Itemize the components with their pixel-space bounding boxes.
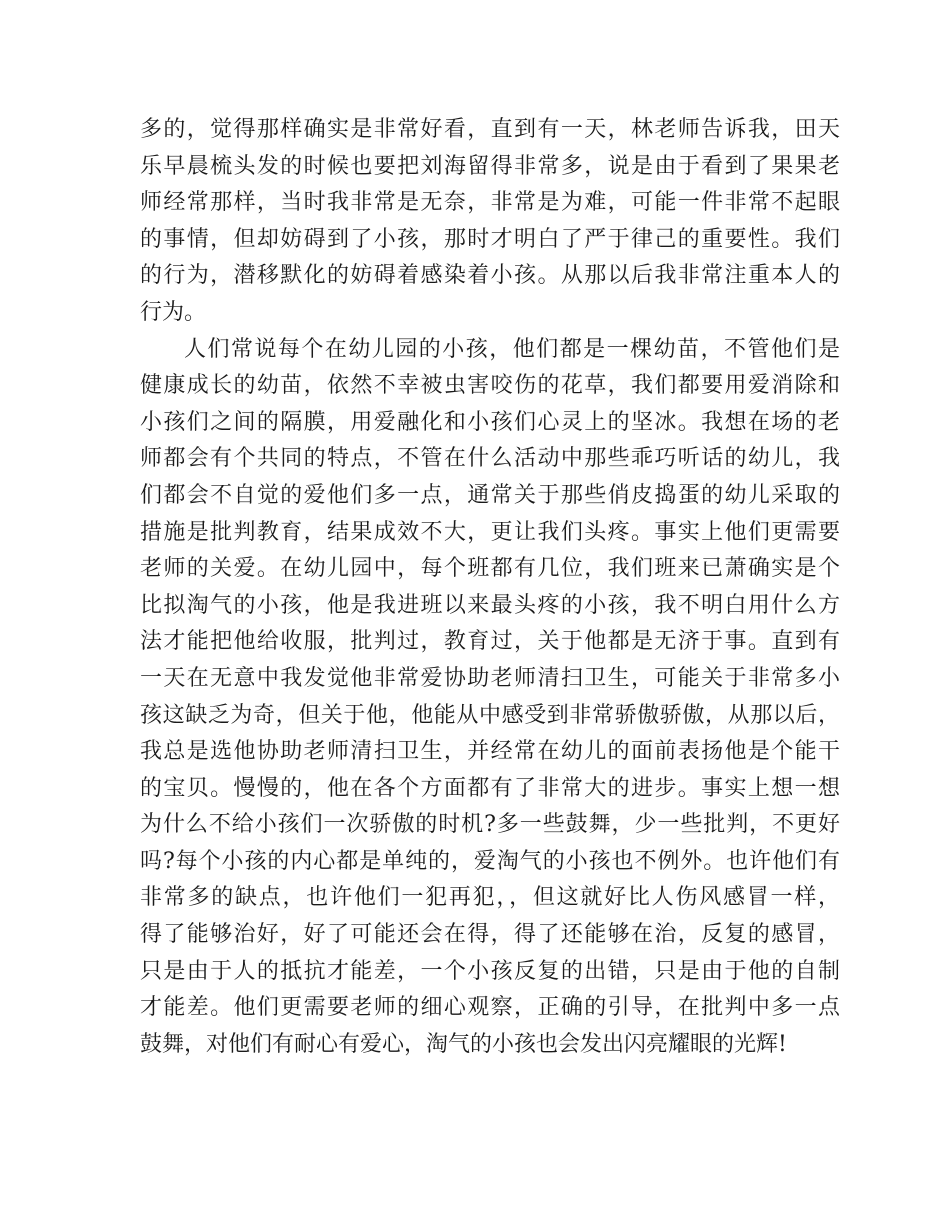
text-line: 为什么不给小孩们一次骄傲的时机?多一些鼓舞，少一些批判，不更好	[140, 812, 840, 838]
text-line: 们都会不自觉的爱他们多一点，通常关于那些俏皮捣蛋的幼儿采取的	[140, 482, 840, 508]
text-line: 乐早晨梳头发的时候也要把刘海留得非常多，说是由于看到了果果老	[140, 153, 840, 179]
document-body	[140, 112, 840, 1063]
text-line: 吗?每个小孩的内心都是单纯的，爱淘气的小孩也不例外。也许他们有	[140, 848, 840, 874]
paragraph-2	[140, 332, 840, 1064]
text-line: 一天在无意中我发觉他非常爱协助老师清扫卫生，可能关于非常多小	[140, 665, 840, 691]
text-line: 的事情，但却妨碍到了小孩，那时才明白了严于律己的重要性。我们	[140, 226, 840, 252]
text-line: 多的，觉得那样确实是非常好看，直到有一天，林老师告诉我，田天	[140, 117, 840, 142]
text-line: 措施是批判教育，结果成效不大，更让我们头疼。事实上他们更需要	[140, 519, 840, 545]
text-line: 小孩们之间的隔膜，用爱融化和小孩们心灵上的坚冰。我想在场的老	[140, 409, 840, 435]
text-line: 老师的关爱。在幼儿园中，每个班都有几位，我们班来已萧确实是个	[140, 556, 840, 582]
text-line: 我总是选他协助老师清扫卫生，并经常在幼儿的面前表扬他是个能干	[140, 739, 840, 765]
text-line: 健康成长的幼苗，依然不幸被虫害咬伤的花草，我们都要用爱消除和	[140, 373, 840, 399]
text-line: 行为。	[140, 299, 207, 325]
text-line: 法才能把他给收服，批判过，教育过，关于他都是无济于事。直到有	[140, 629, 840, 655]
text-line: 的行为，潜移默化的妨碍着感染着小孩。从那以后我非常注重本人的	[140, 263, 840, 289]
text-line: 鼓舞，对他们有耐心有爱心，淘气的小孩也会发出闪亮耀眼的光辉!	[140, 1031, 787, 1057]
text-line: 师经常那样，当时我非常是无奈，非常是为难，可能一件非常不起眼	[140, 190, 840, 216]
text-line: 比拟淘气的小孩，他是我进班以来最头疼的小孩，我不明白用什么方	[140, 592, 840, 618]
text-line: 得了能够治好，好了可能还会在得，得了还能够在治，反复的感冒，	[140, 922, 840, 948]
text-line: 师都会有个共同的特点，不管在什么活动中那些乖巧听话的幼儿，我	[140, 446, 840, 472]
text-line: 只是由于人的抵抗才能差，一个小孩反复的出错，只是由于他的自制	[140, 958, 840, 984]
text-line: 才能差。他们更需要老师的细心观察，正确的引导，在批判中多一点	[140, 995, 840, 1021]
text-line: 孩这缺乏为奇，但关于他，他能从中感受到非常骄傲骄傲，从那以后，	[140, 702, 840, 728]
text-line: 的宝贝。慢慢的，他在各个方面都有了非常大的进步。事实上想一想	[140, 775, 840, 801]
text-line: 非常多的缺点，也许他们一犯再犯，，但这就好比人伤风感冒一样，	[140, 885, 840, 911]
paragraph-1	[140, 112, 840, 332]
text-line: 人们常说每个在幼儿园的小孩，他们都是一棵幼苗，不管他们是	[184, 336, 840, 362]
